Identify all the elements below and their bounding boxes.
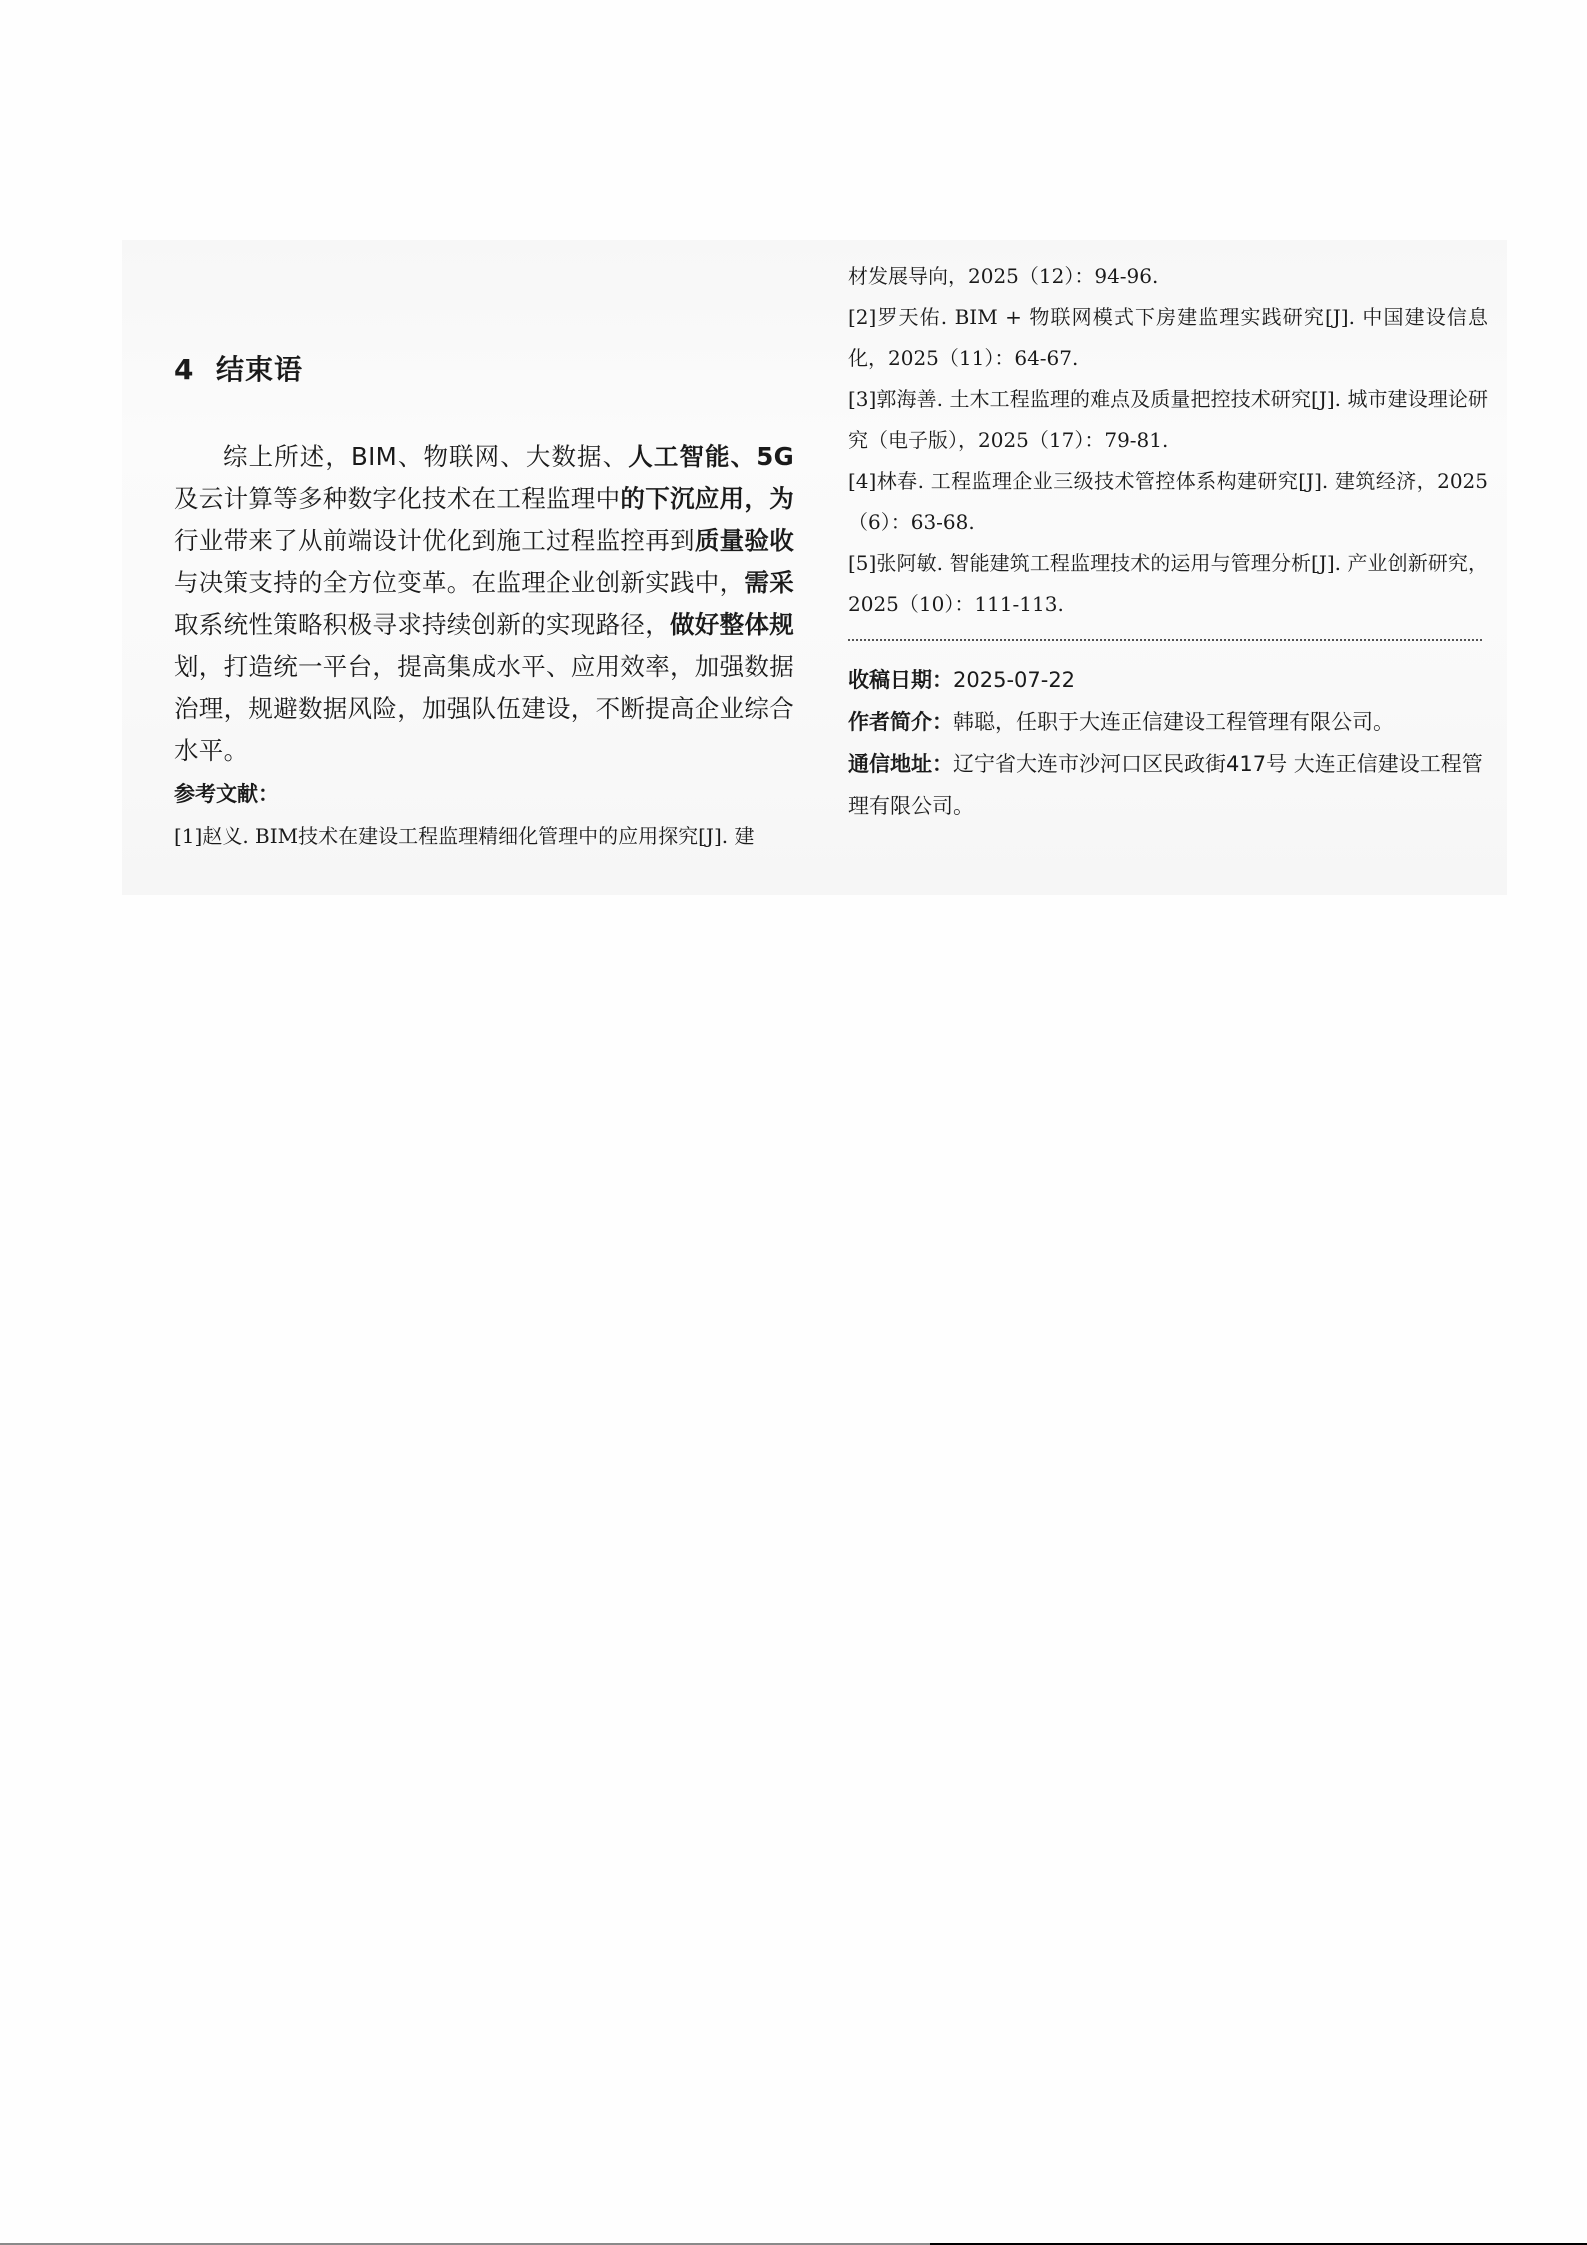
dotted-divider (848, 639, 1482, 641)
text-segment: 与决策支持的全方位变革。在监理企业创新实践中， (174, 568, 745, 597)
reference-1-start: [1]赵义. BIM技术在建设工程监理精细化管理中的应用探究[J]. 建 (174, 824, 755, 848)
text-segment-bold: 的下沉应用，为 (620, 484, 795, 513)
author-bio (848, 701, 1488, 743)
right-column (848, 256, 1488, 827)
references-heading: 参考文献： (174, 782, 279, 806)
section-title: 结束语 (216, 353, 304, 386)
reference-2: [2]罗天佑. BIM + 物联网模式下房建监理实践研究[J]. 中国建设信息化，2025（11）：64-67. (848, 305, 1488, 370)
received-date-value: 2025-07-22 (953, 668, 1076, 692)
mailing-address-label: 通信地址： (848, 752, 953, 776)
received-date-label: 收稿日期： (848, 668, 953, 692)
text-segment-bold: 人工智能、5G (628, 442, 794, 471)
mailing-address-value: 辽宁省大连市沙河口区民政街417号 大连正信建设工程管理有限公司。 (848, 752, 1483, 818)
text-segment: 行业带来了从前端设计优化到施工过程监控再到 (174, 526, 695, 555)
section-heading (174, 340, 794, 400)
text-segment: 划，打造统一平台，提高集成水平、应用效率，加强数据治理，规避数据风险，加强队伍建设，不断提高企业综合水平。 (174, 652, 794, 765)
conclusion-paragraph (174, 436, 794, 772)
left-column (174, 340, 794, 857)
author-bio-value: 韩聪，任职于大连正信建设工程管理有限公司。 (953, 710, 1394, 734)
text-segment: 取系统性策略积极寻求持续创新的实现路径， (174, 610, 670, 639)
author-bio-label: 作者简介： (848, 710, 953, 734)
text-segment: 及云计算等多种数字化技术在工程监理中 (174, 484, 621, 513)
reference-4: [4]林春. 工程监理企业三级技术管控体系构建研究[J]. 建筑经济，2025（6）：63-68. (848, 469, 1488, 534)
received-date (848, 659, 1488, 701)
mailing-address (848, 743, 1488, 827)
reference-3: [3]郭海善. 土木工程监理的难点及质量把控技术研究[J]. 城市建设理论研究（电子版），2025（17）：79-81. (848, 387, 1488, 452)
text-segment-bold: 质量验收 (694, 526, 795, 555)
section-number: 4 (174, 353, 195, 386)
reference-1-end: 材发展导向，2025（12）：94-96. (848, 264, 1159, 288)
text-segment-bold: 做好整体规 (670, 610, 794, 639)
text-segment-bold: 需采 (744, 568, 795, 597)
text-segment: 综上所述，BIM、物联网、大数据、 (223, 442, 629, 471)
reference-5: [5]张阿敏. 智能建筑工程监理技术的运用与管理分析[J]. 产业创新研究，2025（10）：111-113. (848, 551, 1488, 616)
